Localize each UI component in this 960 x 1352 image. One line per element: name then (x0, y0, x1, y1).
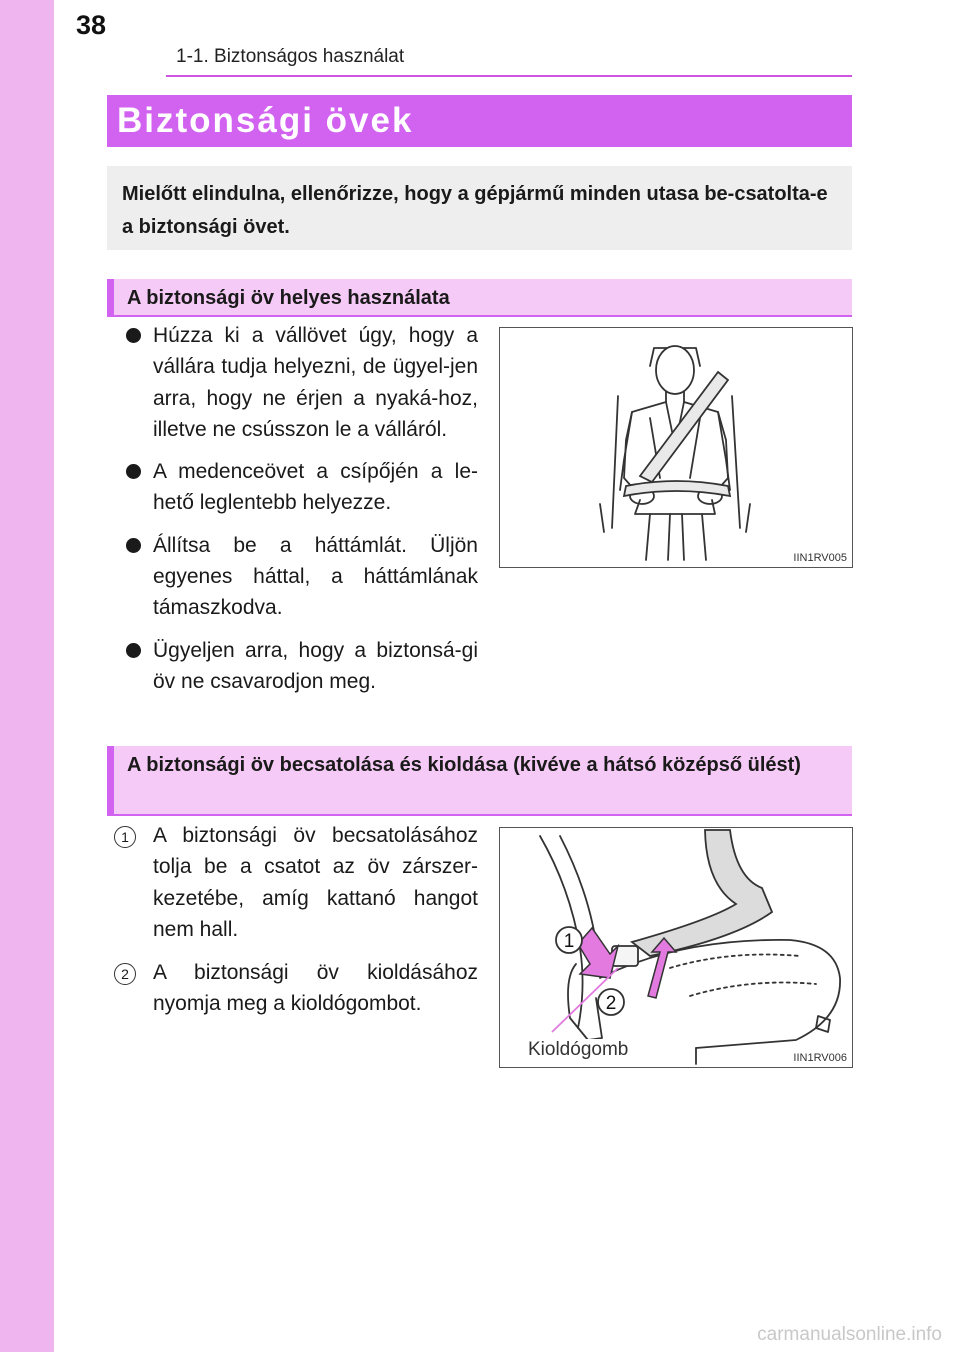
section-heading-2-text: A biztonsági öv becsatolása és kioldása (kivéve a hátsó középső ülést) (127, 754, 801, 776)
intro-text: Mielőtt elindulna, ellenőrizze, hogy a gépjármű minden utasa be-csatolta-e a biztonsági övet. (122, 183, 828, 238)
release-button-label: Kioldógomb (528, 1039, 629, 1060)
step-text: A biztonsági öv becsatolásához tolja be a csatot az öv zárszer-kezetébe, amíg kattanó hangot nem hall. (153, 824, 478, 941)
bullet-text: Ügyeljen arra, hogy a biztonsá-gi öv ne csavarodjon meg. (153, 638, 478, 693)
bullet-text: A medenceövet a csípőjén a le-hető leglentebb helyezze. (153, 460, 478, 515)
bullet-text: Húzza ki a vállövet úgy, hogy a vállára tudja helyezni, de ügyel-jen arra, hogy ne érjen a nyaká-hoz, illetve ne csússzon le a válláról. (153, 324, 478, 441)
seated-passenger-illustration (500, 328, 851, 566)
side-color-strip (0, 0, 54, 1352)
step-item (112, 957, 478, 1020)
figure-code: IIN1RV006 (793, 1052, 847, 1064)
bullet-dot (126, 328, 141, 343)
figure-callout: 2 (605, 993, 617, 1014)
step-number: 1 (114, 826, 136, 848)
section-heading-2 (107, 746, 852, 816)
buckle-illustration (500, 828, 851, 1066)
bullet-dot (126, 643, 141, 658)
page-number: 38 (76, 10, 107, 40)
bullet-item (122, 635, 478, 698)
title-bar (107, 95, 852, 147)
page-title: Biztonsági övek (117, 101, 414, 140)
figure-code: IIN1RV005 (793, 552, 847, 564)
intro-box (107, 166, 852, 250)
bullet-dot (126, 464, 141, 479)
bullet-item (122, 456, 478, 519)
step-number: 2 (114, 963, 136, 985)
header-rule (166, 75, 852, 77)
running-title: 1-1. Biztonságos használat (176, 46, 405, 67)
bullet-item (122, 320, 478, 445)
step-text: A biztonsági öv kioldásához nyomja meg a kioldógombot. (153, 961, 478, 1016)
section-heading-1 (107, 279, 852, 317)
bullet-text: Állítsa be a háttámlát. Üljön egyenes háttal, a háttámlának támaszkodva. (153, 533, 478, 620)
seated-passenger-figure (499, 327, 853, 568)
bullet-list (122, 320, 478, 708)
figure-callout: 1 (563, 931, 575, 952)
step-list (112, 820, 478, 1032)
step-item (112, 820, 478, 945)
watermark: carmanualsonline.info (757, 1324, 942, 1345)
bullet-dot (126, 538, 141, 553)
section-heading-1-text: A biztonsági öv helyes használata (127, 287, 450, 309)
buckle-figure (499, 827, 853, 1068)
bullet-item (122, 530, 478, 624)
